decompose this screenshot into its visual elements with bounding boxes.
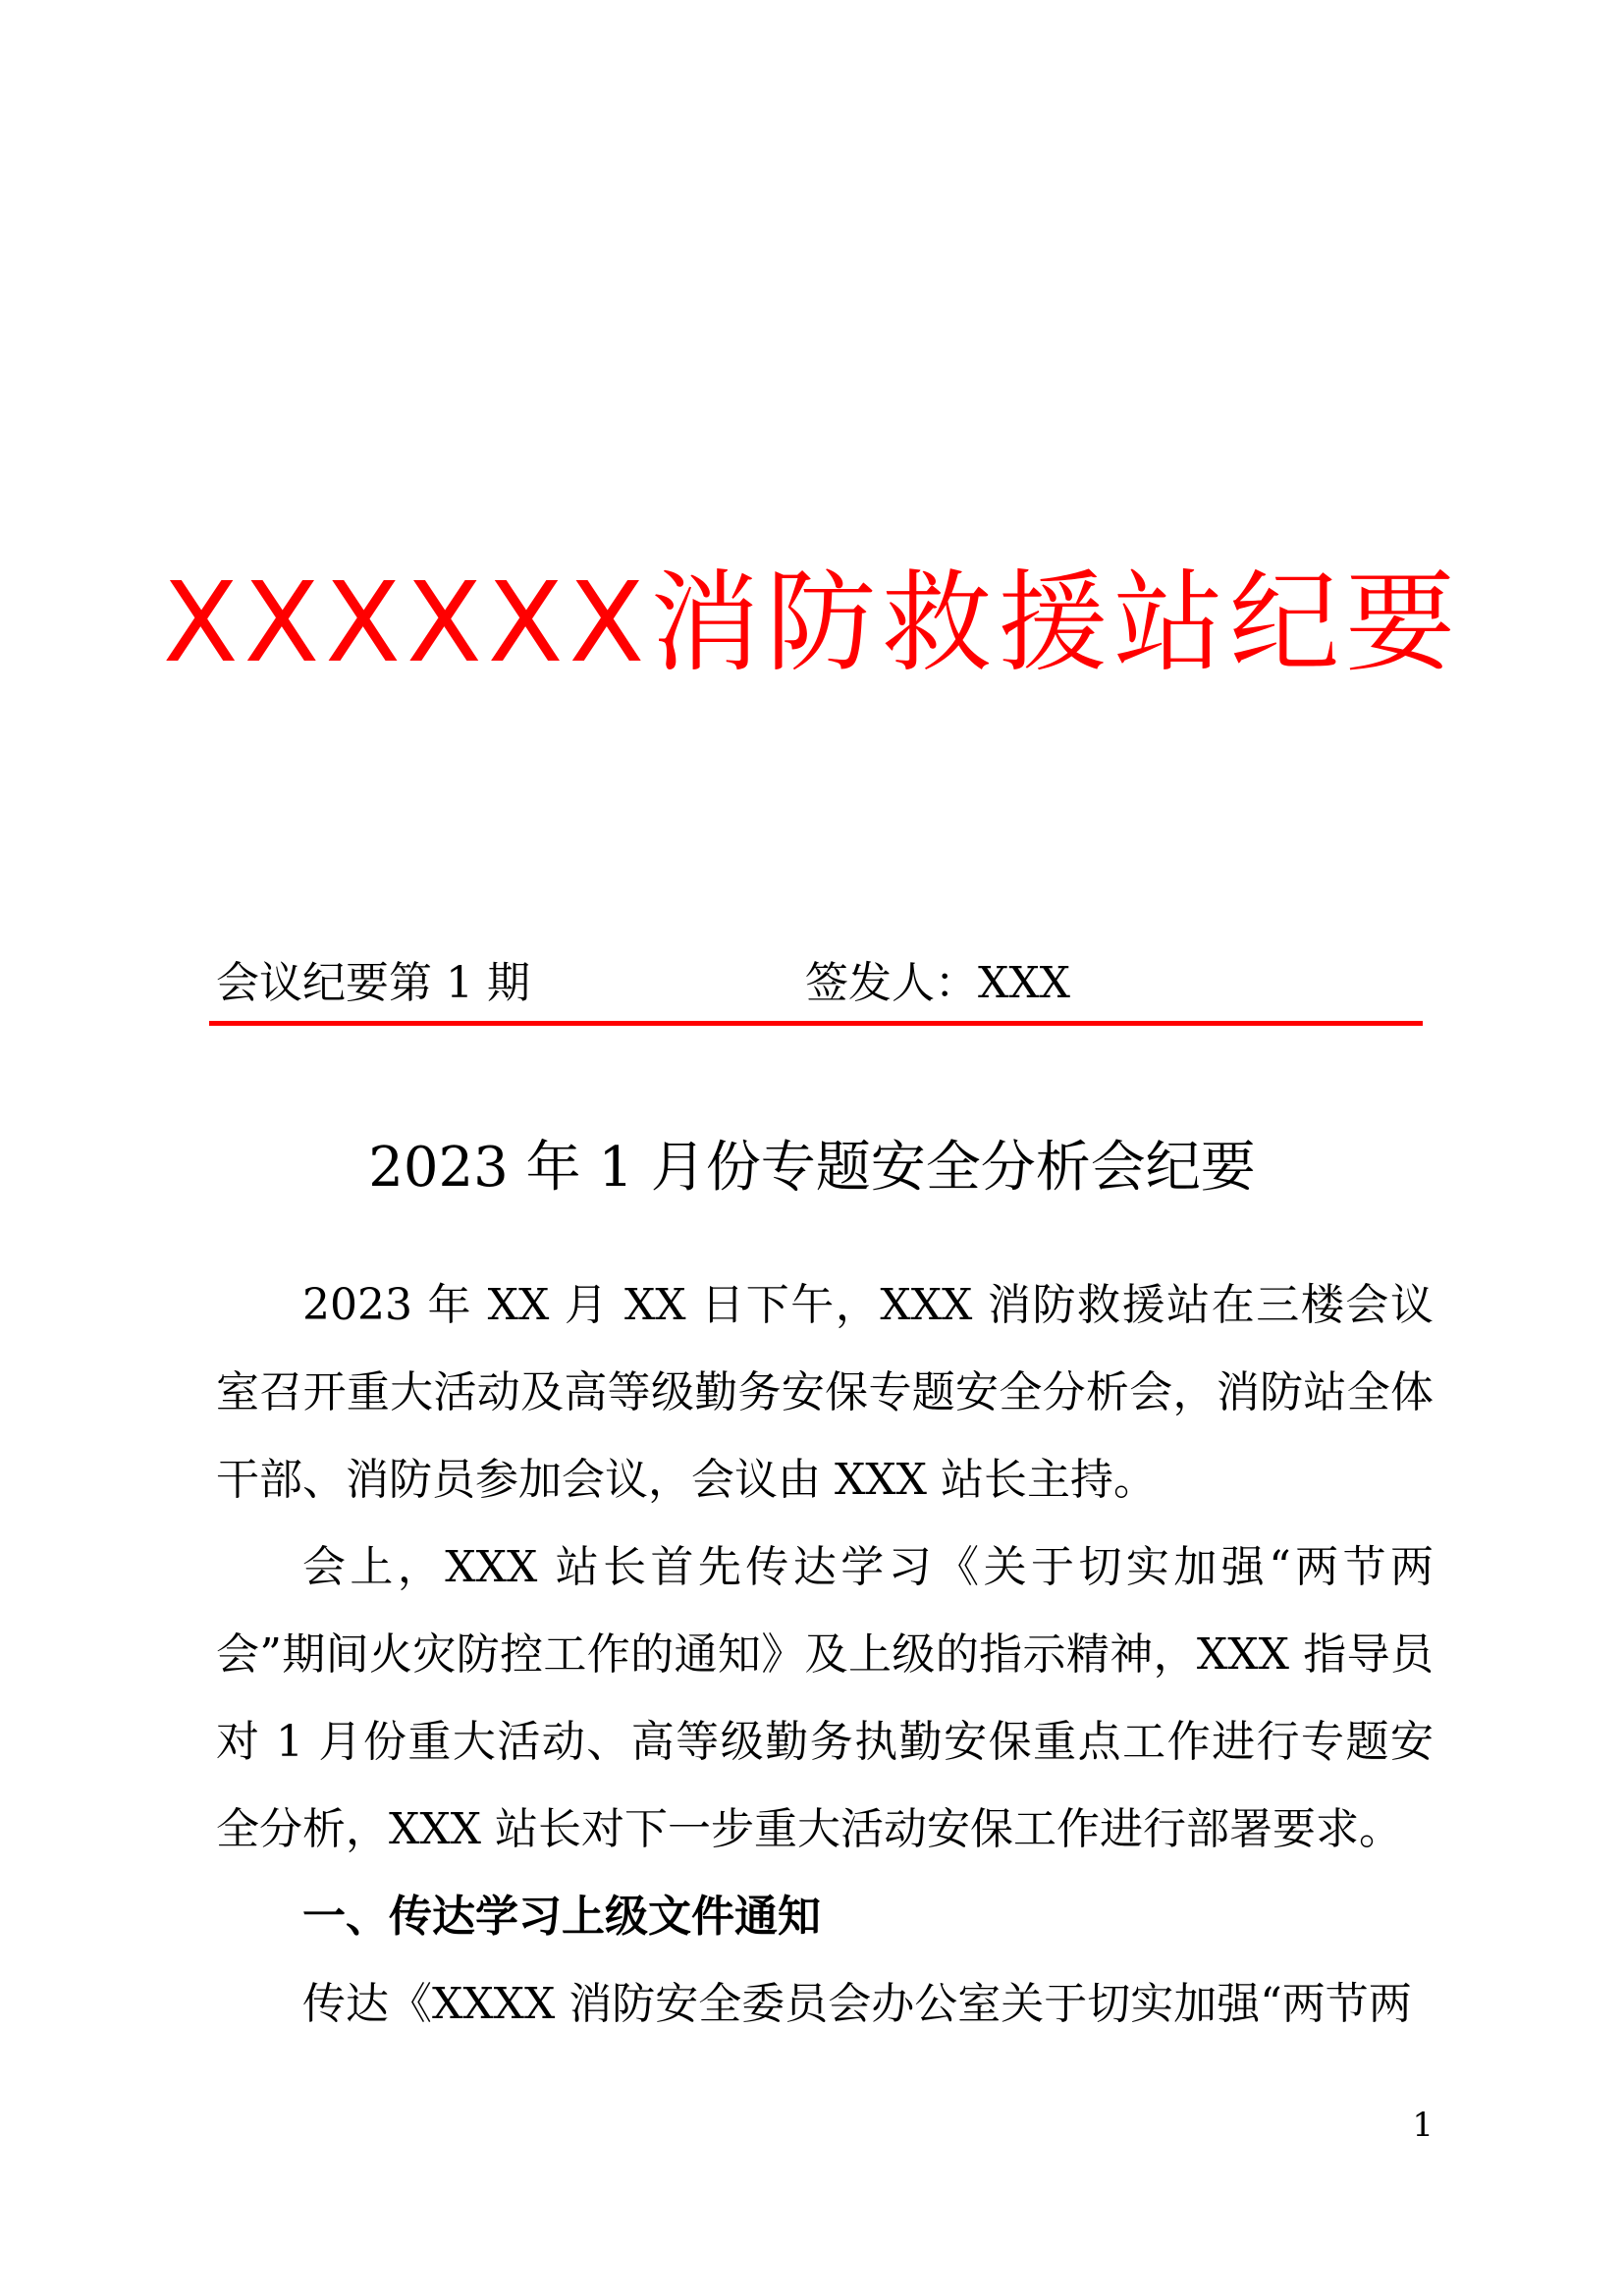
signer: 签发人：XXX <box>805 958 1070 1008</box>
document-header-title: XXXXXX消防救援站纪要 <box>162 560 1462 687</box>
body-paragraph: 传达《XXXX 消防安全委员会办公室关于切实加强“两节两 <box>302 1979 1412 2029</box>
body-paragraph: 2023 年 XX 月 XX 日下午，XXX 消防救援站在三楼会议室召开重大活动及高等级勤务安保专题安全分析会，消防站全体干部、消防员参加会议，会议由 XXX 站长主持。 <box>216 1280 1434 1505</box>
body-paragraph: 会上，XXX 站长首先传达学习《关于切实加强“两节两会”期间火灾防控工作的通知》及上级的指示精神，XXX 指导员对 1 月份重大活动、高等级勤务执勤安保重点工作进行专题安全分析，XXX 站长对下一步重大活动安保工作进行部署要求。 <box>216 1542 1434 1854</box>
document-body <box>216 1261 1434 2048</box>
issue-number: 会议纪要第 1 期 <box>216 958 530 1008</box>
section-heading: 一、传达学习上级文件通知 <box>302 1892 821 1942</box>
page-number: 1 <box>1412 2106 1434 2145</box>
document-title: 2023 年 1 月份专题安全分析会纪要 <box>368 1136 1256 1200</box>
red-divider-line <box>209 1021 1423 1026</box>
